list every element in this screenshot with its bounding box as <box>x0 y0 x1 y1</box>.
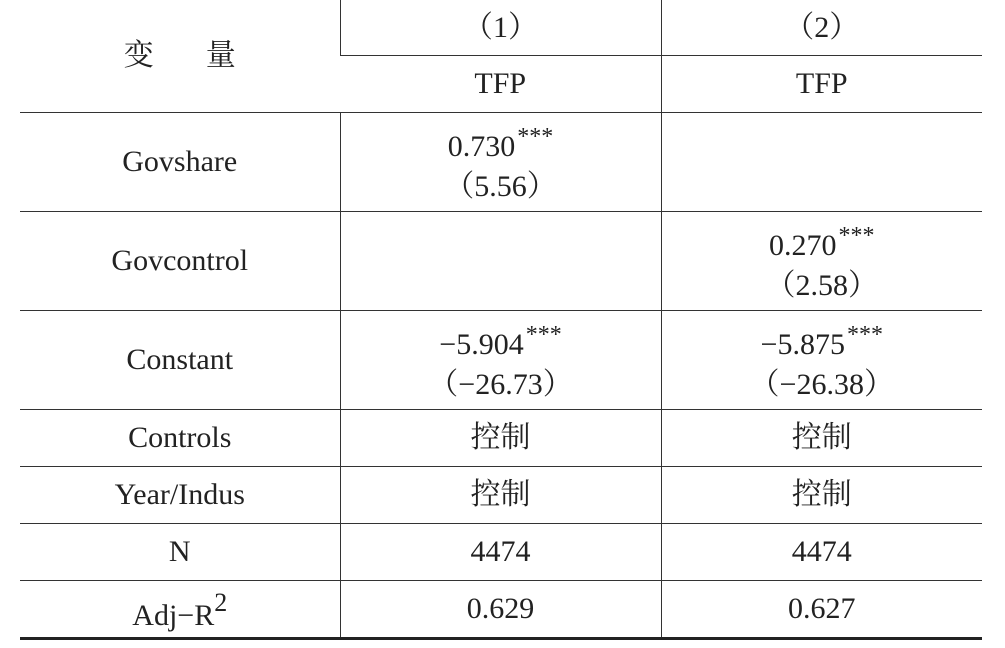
model-2-number: （2） <box>661 0 982 56</box>
coefficient-value: 0.270 <box>769 229 837 262</box>
constant-model-2-cell <box>661 311 982 410</box>
year-indus-model-2-cell: 控制 <box>661 467 982 524</box>
row-label-govcontrol: Govcontrol <box>20 212 340 311</box>
variable-header-char-2: 量 <box>205 39 236 72</box>
coefficient-line <box>662 137 983 187</box>
table-row-n <box>20 524 982 581</box>
govcontrol-model-2-cell <box>661 212 982 311</box>
row-label-govshare: Govshare <box>20 113 340 212</box>
variable-header-char-1: 变 <box>123 39 154 72</box>
row-label-n: N <box>20 524 340 581</box>
significance-stars: *** <box>846 322 883 348</box>
adj-r2-label-base: Adj−R <box>132 598 215 632</box>
coefficient-value: −5.875 <box>760 328 845 361</box>
coefficient-line <box>341 315 661 365</box>
controls-model-2-cell: 控制 <box>661 410 982 467</box>
row-label-adj-r2 <box>20 581 340 639</box>
row-label-year-indus: Year/Indus <box>20 467 340 524</box>
coefficient-line <box>662 315 983 365</box>
significance-stars: *** <box>525 322 562 348</box>
coefficient-value: 0.730 <box>447 130 516 163</box>
model-1-number: （1） <box>340 0 661 56</box>
variable-header-cell <box>20 0 340 113</box>
coefficient-value: −5.904 <box>439 328 524 361</box>
adj-r2-model-2-cell: 0.627 <box>661 581 982 639</box>
model-2-dependent-variable: TFP <box>661 56 982 113</box>
table-row-govcontrol <box>20 212 982 311</box>
significance-stars: *** <box>517 124 554 150</box>
govshare-model-2-cell <box>661 113 982 212</box>
table-row-constant <box>20 311 982 410</box>
row-label-controls: Controls <box>20 410 340 467</box>
year-indus-model-1-cell: 控制 <box>340 467 661 524</box>
coefficient-line <box>341 117 661 167</box>
controls-model-1-cell: 控制 <box>340 410 661 467</box>
table-row-year-indus <box>20 467 982 524</box>
table-row-adj-r2 <box>20 581 982 639</box>
t-statistic: （2.58） <box>765 269 878 302</box>
model-1-dependent-variable: TFP <box>340 56 661 113</box>
significance-stars: *** <box>838 223 875 249</box>
regression-table <box>20 0 982 640</box>
coefficient-line <box>341 236 661 286</box>
t-statistic: （5.56） <box>444 170 557 203</box>
adj-r2-label-superscript: 2 <box>214 587 228 617</box>
constant-model-1-cell <box>340 311 661 410</box>
adj-r2-model-1-cell: 0.629 <box>340 581 661 639</box>
n-model-1-cell: 4474 <box>340 524 661 581</box>
table-row-govshare <box>20 113 982 212</box>
table-row-controls <box>20 410 982 467</box>
header-row-model-numbers <box>20 0 982 56</box>
t-statistic: （−26.73） <box>428 368 573 401</box>
coefficient-line <box>662 216 983 266</box>
govshare-model-1-cell <box>340 113 661 212</box>
govcontrol-model-1-cell <box>340 212 661 311</box>
n-model-2-cell: 4474 <box>661 524 982 581</box>
t-statistic: （−26.38） <box>749 368 894 401</box>
row-label-constant: Constant <box>20 311 340 410</box>
